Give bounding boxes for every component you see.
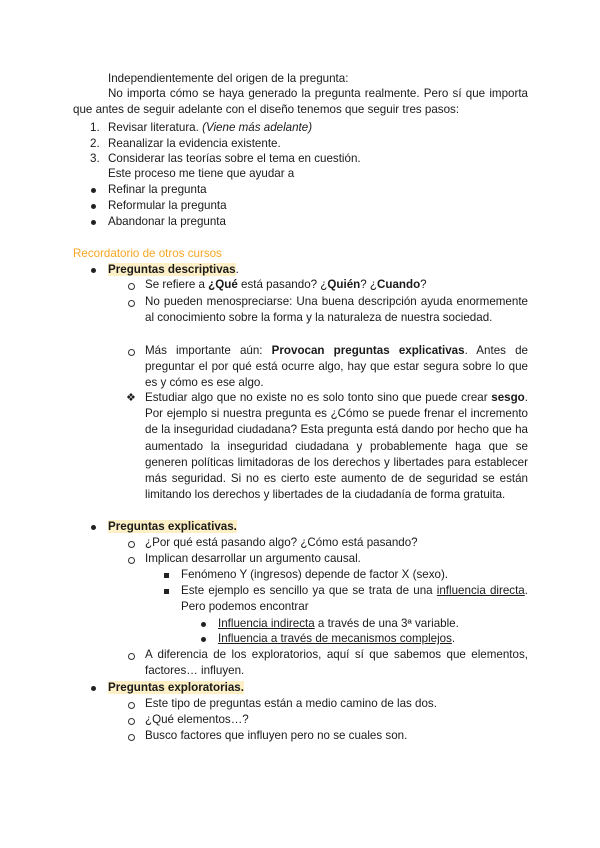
- bullet-square: [164, 573, 169, 578]
- bullet-circle: [128, 557, 135, 564]
- step-item: Considerar las teorías sobre el tema en cuestión.: [108, 152, 361, 165]
- bullet-circle: [128, 541, 135, 548]
- expo-sub-1: Este tipo de preguntas están a medio camino de las dos.: [145, 697, 437, 710]
- step-number: 1.: [90, 121, 100, 134]
- expl-subsub-2: Este ejemplo es sencillo ya que se trata de una influencia directa. Pero podemos encontrar: [181, 584, 528, 614]
- desc-sub-3: Más importante aún: Provocan preguntas explicativas. Antes de preguntar el por qué está ocurre algo, hay que estar segura sobre lo que es y cómo es ese algo.: [145, 344, 528, 390]
- expl-sub-1: ¿Por qué está pasando algo? ¿Cómo está pasando?: [145, 536, 418, 549]
- list-item: Abandonar la pregunta: [108, 215, 226, 228]
- bullet-square: [164, 589, 169, 594]
- desc-sub-2: No pueden menospreciarse: Una buena descripción ayuda enormemente al conocimiento sobre la forma y la naturaleza de nuestra sociedad.: [145, 295, 528, 325]
- section-heading: Recordatorio de otros cursos: [73, 247, 222, 260]
- desc-sub-1: Se refiere a ¿Qué está pasando? ¿Quién? ¿Cuando?: [145, 278, 427, 291]
- bullet-disc: [91, 686, 96, 691]
- bullet-circle: [128, 718, 135, 725]
- bullet-disc: [91, 188, 96, 193]
- intro-paragraph: No importa cómo se haya generado la pregunta realmente. Pero sí que importa que antes de seguir adelante con el diseño tenemos que seguir tres pasos:: [73, 87, 528, 117]
- desc-title: Preguntas descriptivas.: [108, 263, 239, 276]
- bullet-disc: [91, 204, 96, 209]
- list-item: Reformular la pregunta: [108, 199, 227, 212]
- bullet-disc: [201, 637, 206, 642]
- intro-line: Independientemente del origen de la pregunta:: [108, 72, 349, 85]
- desc-sub-4: Estudiar algo que no existe no es solo tonto sino que puede crear sesgo. Por ejemplo si nuestra pregunta es ¿Cómo se puede frenar el incremento de la inseguridad ciudadana? Esta pregunta está dando por hecho que ha aumentado la inseguridad ciudadana y probablemente haga que se generen políticas limitadoras de los derechos y libertades para establecer más seguridad. Si no es cierto este aumento de de seguridad se están limitando los derechos y libertades de la ciudadanía de forma gratuita.: [145, 391, 528, 502]
- bullet-circle: [128, 734, 135, 741]
- expl-level3-1: Influencia indirecta a través de una 3ª variable.: [218, 617, 459, 630]
- bullet-circle: [128, 300, 135, 307]
- step-item: Reanalizar la evidencia existente.: [108, 137, 281, 150]
- bullet-circle: [128, 283, 135, 290]
- bullet-disc: [91, 268, 96, 273]
- list-item: Refinar la pregunta: [108, 183, 207, 196]
- expl-title: Preguntas explicativas.: [108, 520, 237, 533]
- step-number: 3.: [90, 152, 100, 165]
- expl-subsub-1: Fenómeno Y (ingresos) depende de factor X (sexo).: [181, 568, 449, 581]
- expl-sub-3: A diferencia de los exploratorios, aquí sí que sabemos que elementos, factores… influyen.: [145, 648, 528, 678]
- bullet-disc: [91, 525, 96, 530]
- step-item: Revisar literatura. (Viene más adelante): [108, 121, 313, 134]
- bullet-circle: [128, 349, 135, 356]
- diamond-bullet-icon: ❖: [126, 392, 136, 404]
- expo-title: Preguntas exploratorias.: [108, 681, 244, 694]
- proceso-line: Este proceso me tiene que ayudar a: [108, 167, 295, 180]
- expo-sub-3: Busco factores que influyen pero no se cuales son.: [145, 729, 408, 742]
- expo-sub-2: ¿Qué elementos…?: [145, 713, 249, 726]
- bullet-circle: [128, 702, 135, 709]
- bullet-disc: [201, 622, 206, 627]
- step-number: 2.: [90, 137, 100, 150]
- expl-sub-2: Implican desarrollar un argumento causal.: [145, 552, 361, 565]
- bullet-circle: [128, 653, 135, 660]
- expl-level3-2: Influencia a través de mecanismos complejos.: [218, 632, 456, 645]
- bullet-disc: [91, 220, 96, 225]
